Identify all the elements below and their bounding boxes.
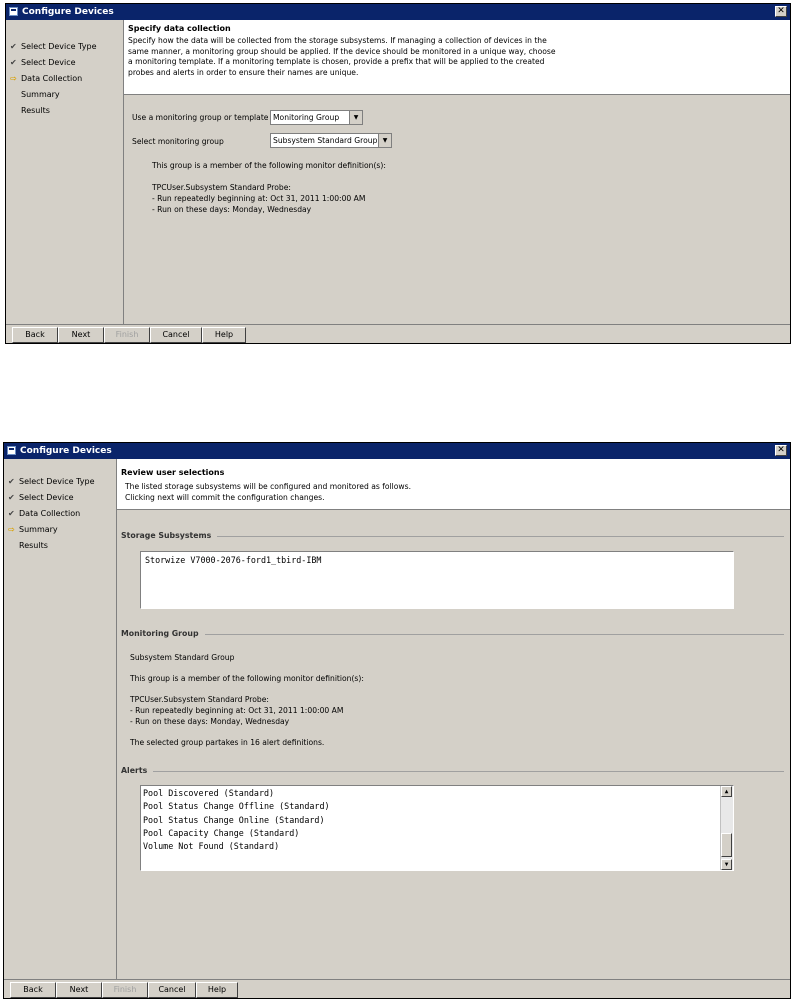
back-button[interactable]: Back (10, 982, 56, 998)
run-begin-text: - Run repeatedly beginning at: Oct 31, 2011 1:00:00 AM (152, 194, 366, 203)
wizard-steps (6, 20, 124, 325)
member-text: This group is a member of the following monitor definition(s): (152, 161, 386, 170)
checkmark-icon: ✔ (8, 477, 15, 486)
next-button[interactable]: Next (56, 982, 102, 998)
step-summary: Summary (21, 90, 60, 99)
scroll-up-arrow-icon[interactable]: ▲ (721, 786, 732, 797)
button-bar (6, 324, 790, 343)
cancel-button[interactable]: Cancel (148, 982, 196, 998)
current-step-arrow-icon: ⇨ (8, 525, 15, 534)
main-panel (117, 459, 790, 979)
configure-devices-window-2 (3, 442, 791, 999)
checkmark-icon: ✔ (10, 58, 17, 67)
page-header (124, 20, 790, 95)
monitoring-group-section: Monitoring Group (121, 629, 784, 639)
checkmark-icon: ✔ (10, 42, 17, 51)
checkmark-icon: ✔ (8, 493, 15, 502)
list-item[interactable]: Pool Status Change Online (Standard) (143, 815, 325, 825)
list-item[interactable]: Pool Capacity Change (Standard) (143, 828, 300, 838)
use-template-label: Use a monitoring group or template (132, 113, 269, 122)
alerts-section: Alerts (121, 766, 784, 776)
run-begin-text: - Run repeatedly beginning at: Oct 31, 2011 1:00:00 AM (130, 706, 344, 715)
back-button[interactable]: Back (12, 327, 58, 343)
step-data-collection: ✔ Data Collection (8, 509, 81, 518)
step-select-device-type: ✔ Select Device Type (8, 477, 95, 486)
checkmark-icon: ✔ (8, 509, 15, 518)
scroll-thumb[interactable] (721, 833, 732, 857)
page-title: Specify data collection (128, 24, 231, 33)
step-select-device: ✔ Select Device (8, 493, 74, 502)
finish-button[interactable]: Finish (102, 982, 148, 998)
group-name: Subsystem Standard Group (130, 653, 235, 662)
list-item[interactable]: Pool Status Change Offline (Standard) (143, 801, 330, 811)
title-bar (6, 4, 790, 20)
step-results: Results (19, 541, 48, 550)
probe-name: TPCUser.Subsystem Standard Probe: (130, 695, 269, 704)
alerts-list[interactable] (140, 785, 734, 871)
title-bar (4, 443, 790, 459)
window-icon (7, 446, 16, 455)
run-days-text: - Run on these days: Monday, Wednesday (130, 717, 290, 726)
alerts-scrollbar[interactable] (720, 786, 733, 870)
probe-name: TPCUser.Subsystem Standard Probe: (152, 183, 291, 192)
step-data-collection: ⇨ Data Collection (10, 74, 83, 83)
step-summary: ⇨ Summary (8, 525, 58, 534)
list-item[interactable]: Pool Discovered (Standard) (143, 788, 275, 798)
step-results: Results (21, 106, 50, 115)
scroll-down-arrow-icon[interactable]: ▼ (721, 859, 732, 870)
next-button[interactable]: Next (58, 327, 104, 343)
cancel-button[interactable]: Cancel (150, 327, 202, 343)
main-panel (124, 20, 790, 325)
page-description-line-2: Clicking next will commit the configuration changes. (125, 493, 325, 502)
current-step-arrow-icon: ⇨ (10, 74, 17, 83)
list-item[interactable]: Volume Not Found (Standard) (143, 841, 280, 851)
use-template-select[interactable]: Monitoring Group ▼ (270, 110, 363, 125)
help-button[interactable]: Help (202, 327, 246, 343)
button-bar (4, 979, 790, 998)
run-days-text: - Run on these days: Monday, Wednesday (152, 205, 312, 214)
storage-subsystems-section: Storage Subsystems (121, 531, 784, 541)
close-button[interactable]: ✕ (775, 445, 787, 456)
member-text: This group is a member of the following monitor definition(s): (130, 674, 364, 683)
alert-count-text: The selected group partakes in 16 alert definitions. (130, 738, 325, 747)
monitoring-group-select[interactable]: Subsystem Standard Group ▼ (270, 133, 392, 148)
page-title: Review user selections (121, 468, 225, 477)
step-select-device: ✔ Select Device (10, 58, 76, 67)
chevron-down-icon: ▼ (378, 134, 391, 147)
list-item[interactable]: Storwize V7000-2076-ford1_tbird-IBM (145, 555, 322, 565)
wizard-steps (4, 459, 117, 979)
select-group-label: Select monitoring group (132, 137, 224, 146)
window-icon (9, 7, 18, 16)
help-button[interactable]: Help (196, 982, 238, 998)
window-title: Configure Devices (20, 446, 112, 456)
finish-button[interactable]: Finish (104, 327, 150, 343)
chevron-down-icon: ▼ (349, 111, 362, 124)
page-description-line-1: The listed storage subsystems will be configured and monitored as follows. (125, 482, 411, 491)
window-title: Configure Devices (22, 7, 114, 17)
page-header (117, 459, 790, 510)
page-description: Specify how the data will be collected from the storage subsystems. If managing a collection of devices in the same manner, a monitoring group should be applied. If the device should be monitored in a unique way, choose a monitoring template. If a monitoring template is chosen, provide a prefix that will be applied to the created probes and alerts in order to ensure their names are unique. (128, 36, 556, 77)
step-select-device-type: ✔ Select Device Type (10, 42, 97, 51)
configure-devices-window-1 (5, 3, 791, 344)
close-button[interactable]: ✕ (775, 6, 787, 17)
storage-subsystems-list[interactable] (140, 551, 734, 609)
